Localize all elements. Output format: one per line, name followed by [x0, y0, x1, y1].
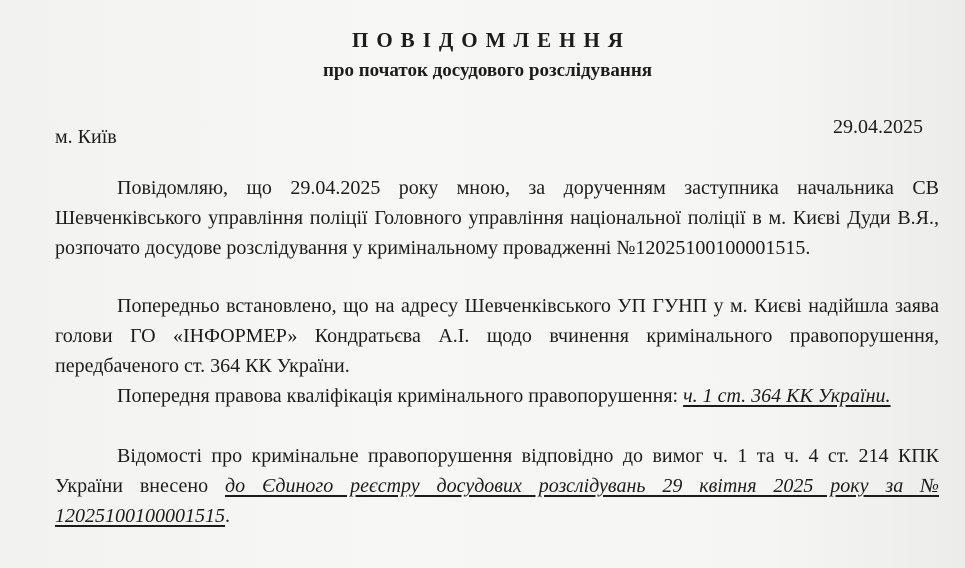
document-city: м. Київ — [55, 126, 117, 148]
paragraph-preliminary-findings — [55, 291, 939, 381]
document-date: 29.04.2025 — [833, 116, 923, 138]
paragraph-text: Повідомляю, що 29.04.2025 року мною, за дорученням заступника начальника СВ Шевченківського управління поліції Головного управління національної поліції в м. Києві Дуди В.Я., розпочато досудове розслідування у кримінальному провадженні №12025100100001515. — [55, 177, 939, 259]
qualification-value: ч. 1 ст. 364 КК України. — [683, 385, 891, 407]
register-label: Відомості про кримінальне правопорушення відповідно до вимог ч. 1 та ч. 4 ст. 214 КПК України внесено — [55, 445, 939, 497]
document-subtitle: про початок досудового розслідування — [322, 60, 653, 81]
paragraph-text — [55, 381, 939, 411]
paragraph-legal-qualification — [55, 381, 939, 411]
register-end: . — [225, 505, 230, 527]
register-entry-value: до Єдиного реєстру досудових розслідувань 29 квітня 2025 року за № 12025100100001515 — [55, 475, 939, 527]
qualification-label: Попередня правова кваліфікація кримінального правопорушення: — [117, 385, 684, 407]
paragraph-text: Попередньо встановлено, що на адресу Шевченківського УП ГУНП у м. Києві надійшла заява голови ГО «ІНФОРМЕР» Кондратьєва А.І. щодо вчинення кримінального правопорушення, передбаченого ст. 364 КК України. — [55, 295, 939, 377]
document-title: ПОВІДОМЛЕННЯ — [352, 28, 631, 52]
paragraph-register-entry — [55, 441, 939, 531]
paragraph-investigation-start — [55, 173, 939, 263]
paragraph-text — [55, 441, 939, 531]
